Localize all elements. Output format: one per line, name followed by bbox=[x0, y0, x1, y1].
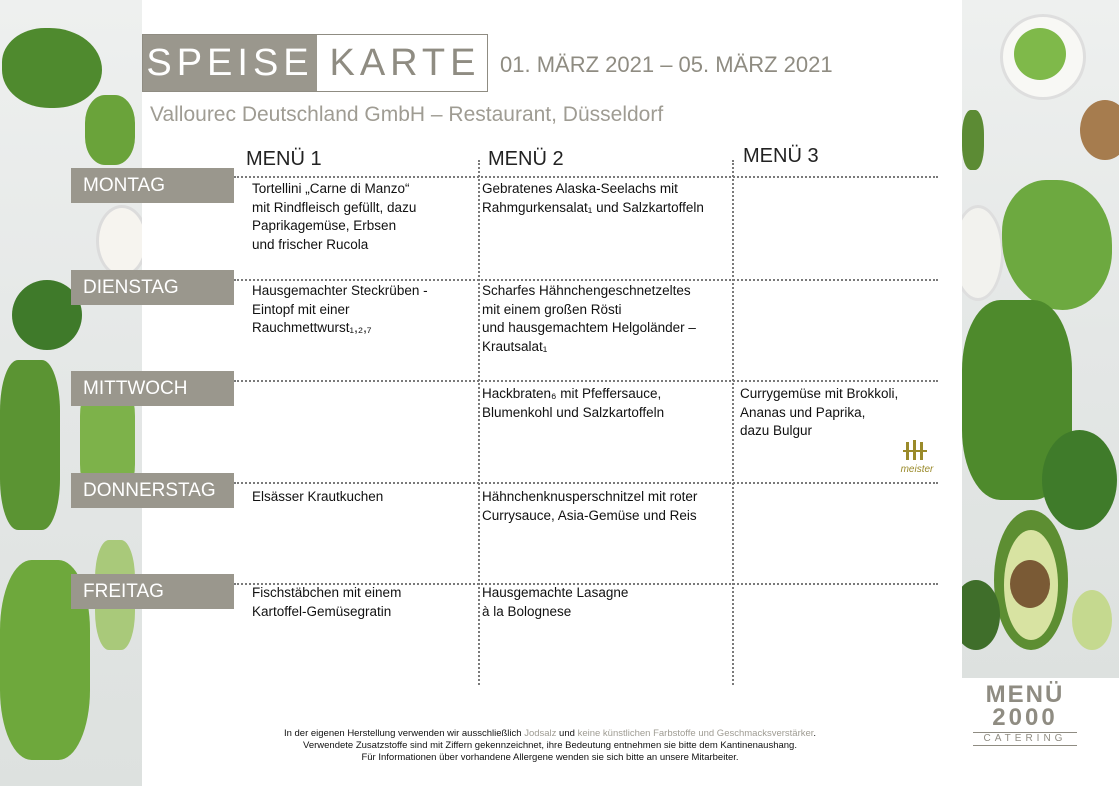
menu1-heading: MENÜ 1 bbox=[246, 148, 322, 170]
brand-2000: 2000 bbox=[992, 704, 1058, 731]
dish-freitag-menu2 bbox=[482, 584, 727, 621]
dish-line: Kartoffel-Gemüsegratin bbox=[252, 603, 392, 619]
date-range: 01. MÄRZ 2021 – 05. MÄRZ 2021 bbox=[500, 52, 833, 77]
row-divider-mittwoch bbox=[234, 380, 938, 382]
dish-freitag-menu1 bbox=[252, 584, 472, 621]
dish-donnerstag-menu1 bbox=[252, 488, 472, 507]
dish-dienstag-menu2 bbox=[482, 282, 727, 356]
footer-notes bbox=[150, 728, 950, 764]
meister-logo-text: meister bbox=[900, 464, 934, 475]
dish-mittwoch-menu2 bbox=[482, 385, 727, 422]
dish-line: Hähnchenknusperschnitzel mit roter bbox=[482, 489, 698, 504]
day-label-freitag: FREITAG bbox=[71, 574, 234, 609]
dish-line: Blumenkohl und Salzkartoffeln bbox=[482, 404, 665, 420]
footer-line-1 bbox=[150, 728, 950, 740]
brand-catering: CATERING bbox=[973, 732, 1077, 746]
right-vegetable-photo bbox=[962, 0, 1119, 678]
day-label-dienstag: DIENSTAG bbox=[71, 270, 234, 305]
day-label-montag: MONTAG bbox=[71, 168, 234, 203]
dish-line: dazu Bulgur bbox=[740, 423, 813, 438]
meister-logo-icon bbox=[898, 440, 936, 462]
dish-line: Currygemüse mit Brokkoli, bbox=[740, 386, 899, 401]
dish-line: Paprikagemüse, Erbsen bbox=[252, 218, 397, 233]
dish-line: Hausgemachter Steckrüben - bbox=[252, 283, 428, 298]
menu2-heading: MENÜ 2 bbox=[488, 148, 564, 170]
dish-line: Eintopf mit einer bbox=[252, 301, 350, 317]
dish-line: Ananas und Paprika, bbox=[740, 404, 866, 420]
dish-line: Scharfes Hähnchengeschnetzeltes bbox=[482, 283, 691, 298]
dish-line: mit Rindfleisch gefüllt, dazu bbox=[252, 199, 417, 215]
row-divider-montag bbox=[234, 176, 938, 178]
footer-text: und bbox=[556, 728, 578, 739]
dish-line: Hausgemachte Lasagne bbox=[482, 585, 629, 600]
dish-line: Tortellini „Carne di Manzo“ bbox=[252, 181, 410, 196]
column-divider-2 bbox=[732, 160, 734, 685]
dish-line: und frischer Rucola bbox=[252, 236, 369, 252]
menu3-heading: MENÜ 3 bbox=[743, 145, 819, 167]
dish-line: und hausgemachtem Helgoländer – bbox=[482, 320, 696, 335]
dish-line: Gebratenes Alaska-Seelachs mit bbox=[482, 181, 678, 196]
footer-text: In der eigenen Herstellung verwenden wir ausschließlich bbox=[283, 728, 525, 739]
menue-2000-logo bbox=[965, 681, 1085, 746]
footer-line-2: Verwendete Zusatzstoffe sind mit Ziffern gekennzeichnet, ihre Bedeutung entnehmen sie bitte dem Kantinenaushang. bbox=[303, 740, 797, 751]
dish-line: Currysauce, Asia-Gemüse und Reis bbox=[482, 507, 697, 523]
footer-line-3: Für Informationen über vorhandene Allergene wenden sie sich bitte an unsere Mitarbeiter. bbox=[361, 752, 739, 763]
row-divider-donnerstag bbox=[234, 482, 938, 484]
day-label-donnerstag: DONNERSTAG bbox=[71, 473, 234, 508]
footer-highlight-jodsalz: Jodsalz bbox=[524, 728, 557, 739]
title-box bbox=[142, 34, 488, 92]
dish-line: Fischstäbchen mit einem bbox=[252, 585, 402, 600]
dish-montag-menu2 bbox=[482, 180, 727, 217]
dish-line: Hackbraten₆ mit Pfeffersauce, bbox=[482, 386, 662, 401]
dish-dienstag-menu1 bbox=[252, 282, 472, 338]
title-karte: KARTE bbox=[329, 42, 481, 84]
footer-text: . bbox=[813, 728, 817, 739]
row-divider-dienstag bbox=[234, 279, 938, 281]
dish-donnerstag-menu2 bbox=[482, 488, 727, 525]
dish-montag-menu1 bbox=[252, 180, 472, 254]
dish-line: mit einem großen Rösti bbox=[482, 301, 622, 317]
footer-highlight-no-additives: keine künstlichen Farbstoffe und Geschmacksverstärker bbox=[577, 728, 814, 739]
restaurant-subtitle: Vallourec Deutschland GmbH – Restaurant, Düsseldorf bbox=[150, 103, 664, 126]
dish-mittwoch-menu3 bbox=[740, 385, 940, 441]
dish-line: Krautsalat₁ bbox=[482, 338, 548, 354]
column-divider-1 bbox=[478, 160, 480, 685]
dish-line: Rauchmettwurst₁,₂,₇ bbox=[252, 320, 372, 335]
day-label-mittwoch: MITTWOCH bbox=[71, 371, 234, 406]
title-speise: SPEISE bbox=[143, 35, 317, 91]
dish-line: à la Bolognese bbox=[482, 603, 572, 619]
dish-line: Elsässer Krautkuchen bbox=[252, 489, 384, 504]
meister-logo bbox=[898, 440, 936, 474]
brand-menue: MENÜ bbox=[985, 681, 1065, 708]
dish-line: Rahmgurkensalat₁ und Salzkartoffeln bbox=[482, 199, 704, 215]
